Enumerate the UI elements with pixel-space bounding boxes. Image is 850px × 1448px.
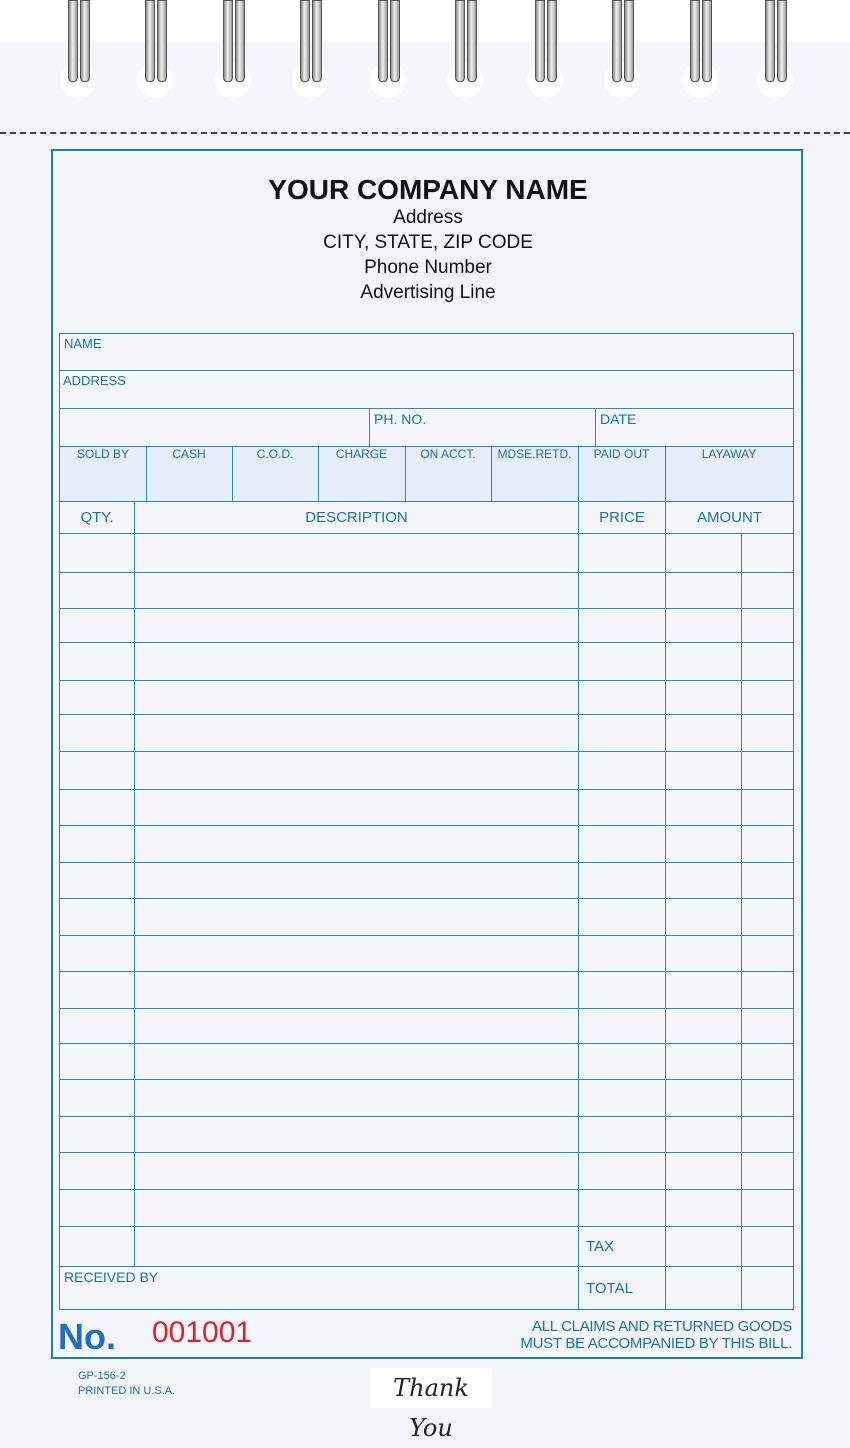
cents-column-line	[741, 533, 742, 1310]
price-header: PRICE	[599, 509, 645, 526]
date-label: DATE	[600, 411, 637, 427]
item-row-line	[60, 1043, 793, 1044]
phone-label: PH. NO.	[374, 411, 427, 427]
receipt-number: 001001	[152, 1316, 253, 1349]
payment-type-6: PAID OUT	[593, 447, 650, 461]
binding-coil	[370, 0, 406, 100]
payment-type-2: C.O.D.	[256, 447, 294, 461]
tax-total-line	[578, 1266, 793, 1267]
phone-divider	[369, 408, 370, 446]
company-city-state-zip: CITY, STATE, ZIP CODE	[323, 232, 533, 253]
payment-type-0: SOLD BY	[76, 447, 130, 461]
payment-type-1: CASH	[172, 447, 206, 461]
binding-coil	[137, 0, 173, 100]
item-row-line	[60, 935, 793, 936]
binding-coil	[757, 0, 793, 100]
payment-type-5: MDSE.RETD.	[497, 447, 572, 461]
company-phone: Phone Number	[364, 257, 492, 278]
payment-row-line	[60, 501, 793, 502]
item-row-line	[60, 1079, 793, 1080]
item-row-line	[60, 1116, 793, 1117]
tax-label: TAX	[586, 1238, 615, 1255]
item-row-line	[60, 1152, 793, 1153]
company-name: YOUR COMPANY NAME	[268, 174, 588, 205]
item-row-line	[60, 898, 793, 899]
date-divider	[595, 408, 596, 446]
address-line	[60, 408, 793, 409]
receipt-number-label: No.	[58, 1316, 116, 1357]
sales-form	[59, 333, 794, 1310]
item-row-line	[60, 680, 793, 681]
total-label: TOTAL	[586, 1280, 633, 1297]
item-row-line	[60, 862, 793, 863]
amount-header: AMOUNT	[697, 509, 762, 526]
binding-strip	[0, 0, 850, 42]
qty-column-line	[134, 533, 135, 1266]
binding-coil	[682, 0, 718, 100]
perforation-line	[0, 132, 850, 134]
item-row-line	[60, 825, 793, 826]
binding-coil	[292, 0, 328, 100]
payment-type-4: ON ACCT.	[420, 447, 476, 461]
form-code: GP-156-2	[78, 1370, 126, 1382]
item-row-line	[60, 789, 793, 790]
claims-line-1: ALL CLAIMS AND RETURNED GOODS	[532, 1318, 792, 1335]
amount-column-line	[665, 533, 666, 1310]
payment-type-7: LAYAWAY	[701, 447, 757, 461]
address-label: ADDRESS	[63, 373, 126, 388]
item-row-line	[60, 751, 793, 752]
item-row-line	[60, 971, 793, 972]
payment-type-3: CHARGE	[335, 447, 388, 461]
printed-in: PRINTED IN U.S.A.	[78, 1385, 176, 1397]
item-row-line	[60, 608, 793, 609]
price-column-line	[578, 533, 579, 1310]
claims-notice	[480, 1318, 792, 1352]
binding-coil	[447, 0, 483, 100]
binding-coil	[527, 0, 563, 100]
item-row-line	[60, 572, 793, 573]
binding-coil	[60, 0, 96, 100]
thank-you-script: Thank You	[370, 1368, 492, 1408]
binding-coil	[215, 0, 251, 100]
item-row-line	[60, 642, 793, 643]
qty-header: QTY.	[80, 509, 114, 526]
item-row-line	[60, 1189, 793, 1190]
company-address: Address	[393, 207, 463, 228]
item-row-line	[60, 1008, 793, 1009]
name-line	[60, 370, 793, 371]
name-label: NAME	[64, 336, 102, 351]
received-by-label: RECEIVED BY	[64, 1269, 159, 1285]
claims-line-2: MUST BE ACCOMPANIED BY THIS BILL.	[520, 1335, 792, 1352]
binding-coil	[604, 0, 640, 100]
item-row-line	[60, 1226, 793, 1227]
column-header-line	[60, 533, 793, 534]
item-row-line	[60, 714, 793, 715]
description-header: DESCRIPTION	[305, 509, 408, 526]
company-advertising-line: Advertising Line	[360, 282, 496, 303]
